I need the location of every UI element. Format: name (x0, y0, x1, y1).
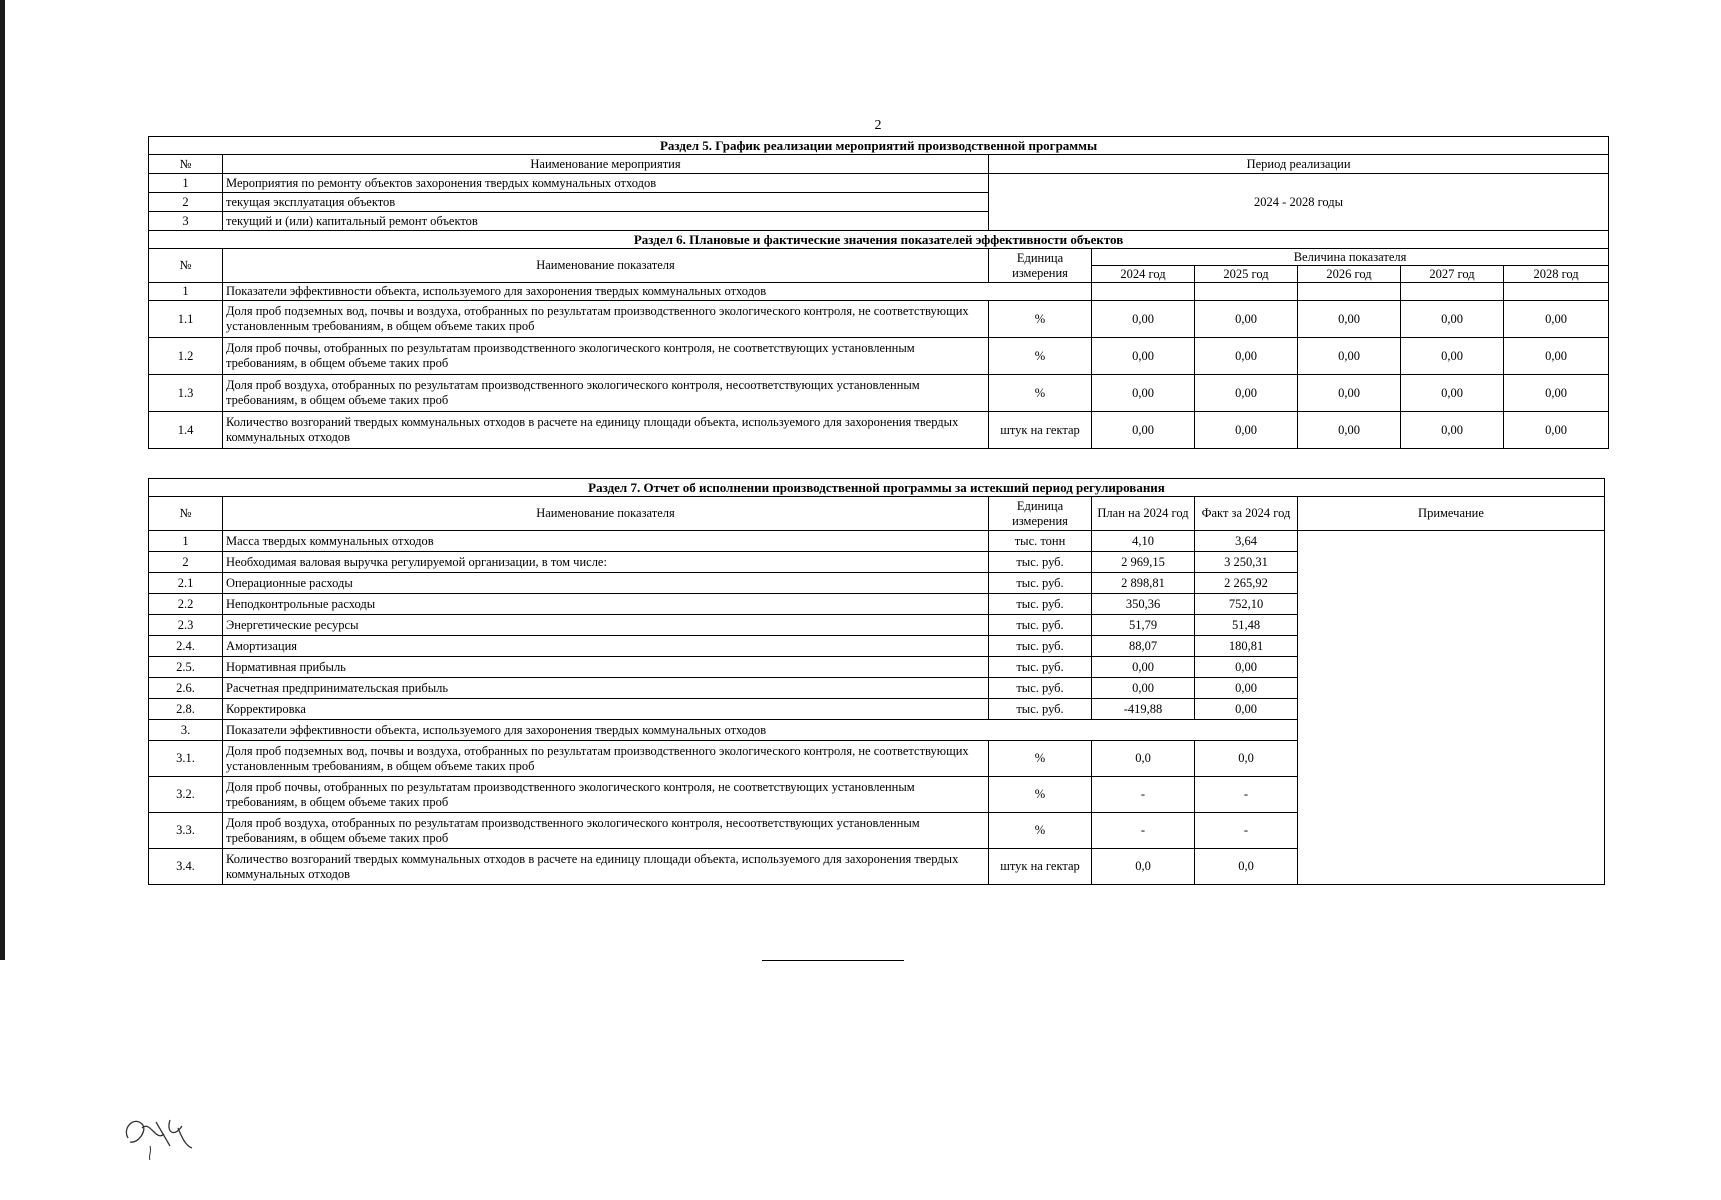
end-separator-line (762, 960, 904, 961)
fact-value: 2 265,92 (1195, 573, 1298, 594)
section-7-title: Раздел 7. Отчет об исполнении производственной программы за истекший период регулирования (149, 479, 1605, 497)
fact-value: 3,64 (1195, 531, 1298, 552)
fact-value: 752,10 (1195, 594, 1298, 615)
indicator-name: Операционные расходы (223, 573, 989, 594)
unit: % (989, 741, 1092, 777)
unit: % (989, 813, 1092, 849)
unit: тыс. тонн (989, 531, 1092, 552)
indicator-name: Амортизация (223, 636, 989, 657)
year-header: 2027 год (1401, 266, 1504, 283)
indicator-value: 0,00 (1504, 338, 1609, 375)
table-sections-5-6 (148, 136, 1609, 449)
fact-value: 0,0 (1195, 741, 1298, 777)
plan-value: 51,79 (1092, 615, 1195, 636)
indicator-name: Доля проб подземных вод, почвы и воздуха, отобранных по результатам производственного экологического контроля, не соответствующих установленным требованиям, в общем объеме таких проб (223, 301, 989, 338)
row-number: 3.4. (149, 849, 223, 885)
indicator-value: 0,00 (1092, 375, 1195, 412)
row-number: 1.1 (149, 301, 223, 338)
row-number: 2.3 (149, 615, 223, 636)
indicator-name: Нормативная прибыль (223, 657, 989, 678)
fact-value: 51,48 (1195, 615, 1298, 636)
indicator-value: 0,00 (1298, 338, 1401, 375)
section-7-row (149, 531, 1605, 552)
indicator-value: 0,00 (1504, 301, 1609, 338)
implementation-period: 2024 - 2028 годы (989, 174, 1609, 231)
row-number: 3 (149, 212, 223, 231)
note-cell (1298, 531, 1605, 885)
fact-value: 0,0 (1195, 849, 1298, 885)
year-header: 2028 год (1504, 266, 1609, 283)
row-number: 1.3 (149, 375, 223, 412)
unit: тыс. руб. (989, 699, 1092, 720)
section-6-header-row (149, 249, 1609, 266)
indicator-value (1195, 283, 1298, 301)
row-number: 1.4 (149, 412, 223, 449)
row-number: 2.1 (149, 573, 223, 594)
handwritten-signature (120, 1098, 200, 1168)
plan-value: 350,36 (1092, 594, 1195, 615)
indicator-value: 0,00 (1401, 301, 1504, 338)
indicator-value: 0,00 (1401, 412, 1504, 449)
section-5-title-row (149, 137, 1609, 155)
unit: тыс. руб. (989, 678, 1092, 699)
indicator-name: Доля проб воздуха, отобранных по результатам производственного экологического контроля, несоответствующих установленным требованиям, в общем объеме таких проб (223, 375, 989, 412)
indicator-value: 0,00 (1092, 301, 1195, 338)
fact-value: 180,81 (1195, 636, 1298, 657)
scan-edge-bar (0, 0, 5, 960)
fact-value: 0,00 (1195, 657, 1298, 678)
section-6-row (149, 338, 1609, 375)
indicator-name: Доля проб почвы, отобранных по результатам производственного экологического контроля, не соответствующих установленным требованиям, в общем объеме таких проб (223, 338, 989, 375)
col-activity-name-header: Наименование мероприятия (223, 155, 989, 174)
year-header: 2026 год (1298, 266, 1401, 283)
year-header: 2025 год (1195, 266, 1298, 283)
indicator-value (1092, 283, 1195, 301)
col-fact-header: Факт за 2024 год (1195, 497, 1298, 531)
indicator-value: 0,00 (1504, 412, 1609, 449)
indicator-name: Доля проб подземных вод, почвы и воздуха, отобранных по результатам производственного экологического контроля, не соответствующих установленным требованиям, в общем объеме таких проб (223, 741, 989, 777)
plan-value: 0,00 (1092, 657, 1195, 678)
col-note-header: Примечание (1298, 497, 1605, 531)
row-number: 2.4. (149, 636, 223, 657)
indicator-value (1504, 283, 1609, 301)
plan-value: 2 898,81 (1092, 573, 1195, 594)
unit: тыс. руб. (989, 636, 1092, 657)
unit: тыс. руб. (989, 552, 1092, 573)
col-number-header: № (149, 155, 223, 174)
unit: % (989, 777, 1092, 813)
row-number: 3.1. (149, 741, 223, 777)
indicator-name: Необходимая валовая выручка регулируемой организации, в том числе: (223, 552, 989, 573)
fact-value: - (1195, 813, 1298, 849)
col-unit-header: Единица измерения (989, 497, 1092, 531)
plan-value: 0,00 (1092, 678, 1195, 699)
indicator-value: 0,00 (1401, 338, 1504, 375)
indicator-name: Количество возгораний твердых коммунальных отходов в расчете на единицу площади объекта, используемого для захоронения твердых коммунальных отходов (223, 849, 989, 885)
row-number: 1 (149, 283, 223, 301)
col-number-header: № (149, 497, 223, 531)
section-6-row (149, 301, 1609, 338)
indicator-group-name: Показатели эффективности объекта, используемого для захоронения твердых коммунальных отходов (223, 283, 1092, 301)
plan-value: - (1092, 777, 1195, 813)
activity-name: Мероприятия по ремонту объектов захоронения твердых коммунальных отходов (223, 174, 989, 193)
activity-name: текущая эксплуатация объектов (223, 193, 989, 212)
plan-value: -419,88 (1092, 699, 1195, 720)
indicator-value: 0,00 (1195, 375, 1298, 412)
unit: штук на гектар (989, 412, 1092, 449)
indicator-name: Доля проб воздуха, отобранных по результатам производственного экологического контроля, несоответствующих установленным требованиям, в общем объеме таких проб (223, 813, 989, 849)
indicator-name: Неподконтрольные расходы (223, 594, 989, 615)
indicator-value: 0,00 (1195, 338, 1298, 375)
activity-name: текущий и (или) капитальный ремонт объектов (223, 212, 989, 231)
section-5-header-row (149, 155, 1609, 174)
row-number: 3.3. (149, 813, 223, 849)
page-number: 2 (874, 118, 882, 133)
indicator-group-name: Показатели эффективности объекта, используемого для захоронения твердых коммунальных отходов (223, 720, 1298, 741)
section-5-row (149, 174, 1609, 193)
indicator-name: Доля проб почвы, отобранных по результатам производственного экологического контроля, не соответствующих установленным требованиям, в общем объеме таких проб (223, 777, 989, 813)
indicator-value (1298, 283, 1401, 301)
table-section-7 (148, 478, 1605, 885)
row-number: 1 (149, 174, 223, 193)
section-7-header-row (149, 497, 1605, 531)
section-6-title-row (149, 231, 1609, 249)
row-number: 3. (149, 720, 223, 741)
indicator-value: 0,00 (1195, 412, 1298, 449)
indicator-name: Энергетические ресурсы (223, 615, 989, 636)
fact-value: 3 250,31 (1195, 552, 1298, 573)
indicator-name: Количество возгораний твердых коммунальных отходов в расчете на единицу площади объекта, используемого для захоронения твердых коммунальных отходов (223, 412, 989, 449)
indicator-name: Масса твердых коммунальных отходов (223, 531, 989, 552)
fact-value: - (1195, 777, 1298, 813)
indicator-value: 0,00 (1504, 375, 1609, 412)
unit: тыс. руб. (989, 573, 1092, 594)
indicator-value: 0,00 (1195, 301, 1298, 338)
section-7-title-row (149, 479, 1605, 497)
indicator-value: 0,00 (1401, 375, 1504, 412)
row-number: 2.2 (149, 594, 223, 615)
col-plan-header: План на 2024 год (1092, 497, 1195, 531)
row-number: 2 (149, 552, 223, 573)
col-number-header: № (149, 249, 223, 283)
unit: % (989, 375, 1092, 412)
col-indicator-name-header: Наименование показателя (223, 497, 989, 531)
row-number: 2.6. (149, 678, 223, 699)
indicator-value (1401, 283, 1504, 301)
indicator-value: 0,00 (1298, 301, 1401, 338)
row-number: 2.8. (149, 699, 223, 720)
section-6-row (149, 412, 1609, 449)
unit: тыс. руб. (989, 615, 1092, 636)
row-number: 3.2. (149, 777, 223, 813)
plan-value: - (1092, 813, 1195, 849)
row-number: 2.5. (149, 657, 223, 678)
plan-value: 88,07 (1092, 636, 1195, 657)
unit: % (989, 301, 1092, 338)
indicator-value: 0,00 (1298, 375, 1401, 412)
row-number: 2 (149, 193, 223, 212)
section-6-row (149, 283, 1609, 301)
indicator-value: 0,00 (1092, 338, 1195, 375)
col-period-header: Период реализации (989, 155, 1609, 174)
indicator-name: Корректировка (223, 699, 989, 720)
section-6-row (149, 375, 1609, 412)
row-number: 1 (149, 531, 223, 552)
col-unit-header: Единица измерения (989, 249, 1092, 283)
fact-value: 0,00 (1195, 678, 1298, 699)
year-header: 2024 год (1092, 266, 1195, 283)
unit: тыс. руб. (989, 657, 1092, 678)
unit: тыс. руб. (989, 594, 1092, 615)
indicator-name: Расчетная предпринимательская прибыль (223, 678, 989, 699)
unit: штук на гектар (989, 849, 1092, 885)
fact-value: 0,00 (1195, 699, 1298, 720)
indicator-value: 0,00 (1092, 412, 1195, 449)
col-value-header: Величина показателя (1092, 249, 1609, 266)
section-6-title: Раздел 6. Плановые и фактические значения показателей эффективности объектов (149, 231, 1609, 249)
row-number: 1.2 (149, 338, 223, 375)
unit: % (989, 338, 1092, 375)
plan-value: 2 969,15 (1092, 552, 1195, 573)
plan-value: 0,0 (1092, 849, 1195, 885)
section-5-title: Раздел 5. График реализации мероприятий производственной программы (149, 137, 1609, 155)
indicator-value: 0,00 (1298, 412, 1401, 449)
plan-value: 0,0 (1092, 741, 1195, 777)
plan-value: 4,10 (1092, 531, 1195, 552)
col-indicator-name-header: Наименование показателя (223, 249, 989, 283)
